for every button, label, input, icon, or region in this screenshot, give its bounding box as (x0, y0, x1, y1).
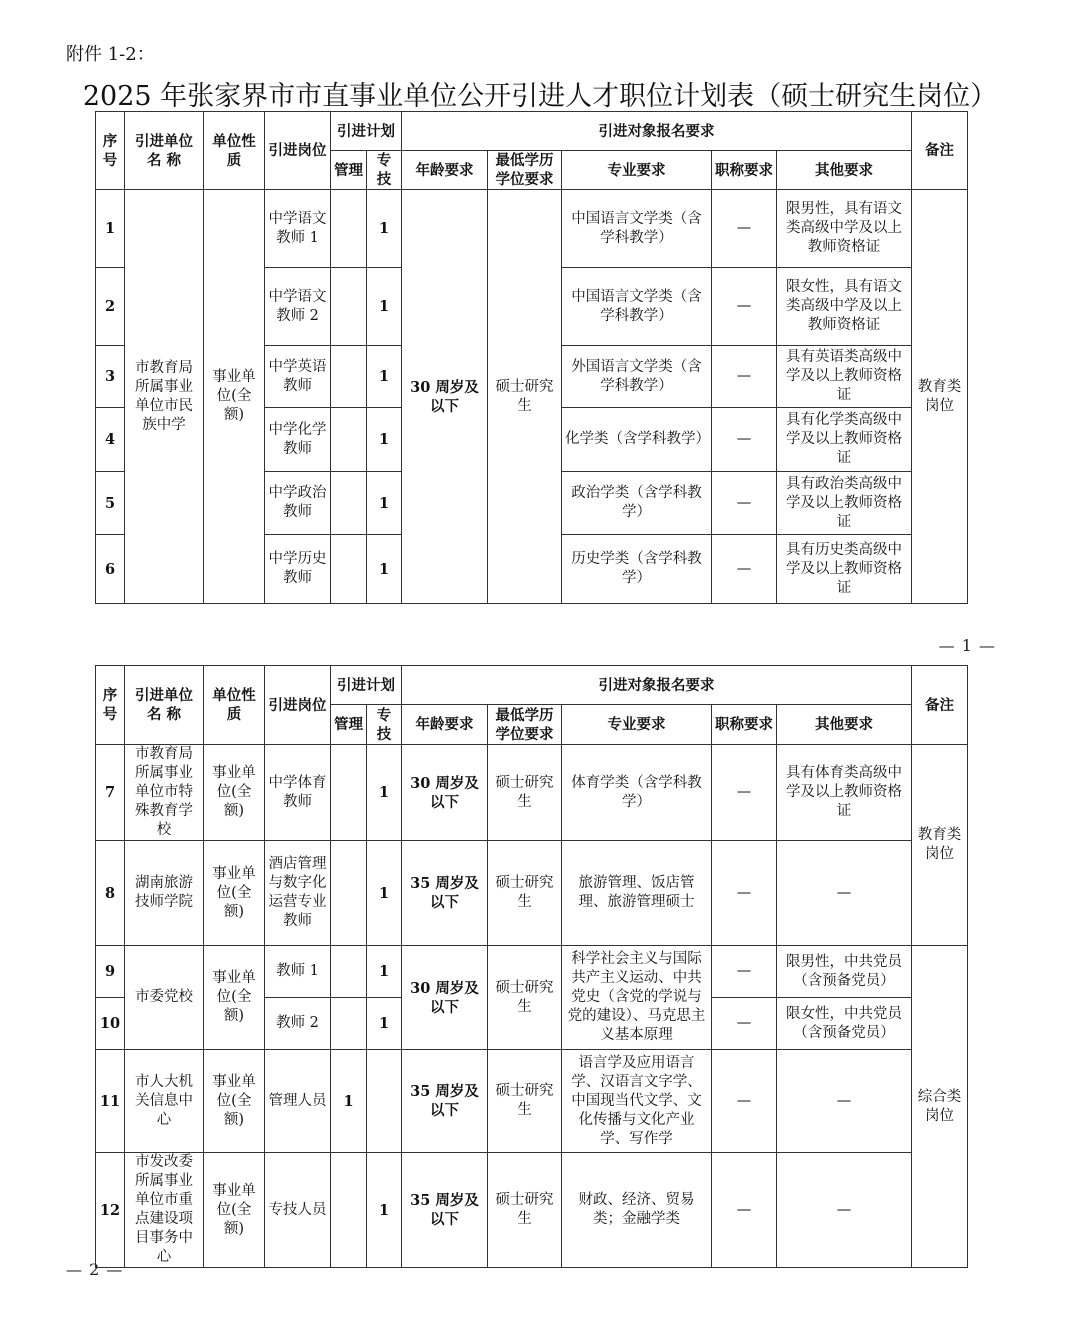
technical-cell: 1 (367, 998, 402, 1050)
table-row (96, 946, 968, 998)
age-cell: 35 周岁及以下 (402, 1153, 488, 1268)
table-row (96, 1153, 968, 1268)
table-row (96, 745, 968, 841)
header-position: 引进岗位 (265, 112, 331, 190)
management-cell: 1 (331, 1050, 367, 1153)
position-cell: 教师 1 (265, 946, 331, 998)
header-title-req: 职称要求 (712, 705, 777, 745)
title-req-cell: — (712, 472, 777, 535)
header-title-req: 职称要求 (712, 151, 777, 190)
plan-table-page-2 (95, 665, 968, 1268)
management-cell (331, 998, 367, 1050)
header-major: 专业要求 (562, 705, 712, 745)
title-req-cell: — (712, 745, 777, 841)
other-cell: 限女性，中共党员（含预备党员） (777, 998, 912, 1050)
position-cell: 管理人员 (265, 1050, 331, 1153)
header-row (96, 112, 968, 151)
title-req-cell: — (712, 841, 777, 946)
other-cell: 具有化学类高级中学及以上教师资格证 (777, 408, 912, 472)
position-cell: 酒店管理与数字化运营专业教师 (265, 841, 331, 946)
major-cell: 中国语言文学类（含学科教学） (562, 268, 712, 346)
major-cell: 化学类（含学科教学） (562, 408, 712, 472)
technical-cell: 1 (367, 408, 402, 472)
header-technical: 专技 (367, 705, 402, 745)
unit-name-cell: 市教育局所属事业单位市民族中学 (125, 190, 204, 604)
header-unit-name: 引进单位名 称 (125, 666, 204, 745)
other-cell: 限男性，中共党员（含预备党员） (777, 946, 912, 998)
age-cell: 30 周岁及以下 (402, 745, 488, 841)
header-other: 其他要求 (777, 705, 912, 745)
title-req-cell: — (712, 998, 777, 1050)
title-req-cell: — (712, 1153, 777, 1268)
title-req-cell: — (712, 946, 777, 998)
title-req-cell: — (712, 408, 777, 472)
row-seq: 10 (96, 998, 125, 1050)
unit-nature-cell: 事业单位(全额) (204, 190, 265, 604)
header-seq: 序号 (96, 666, 125, 745)
unit-nature-cell: 事业单位(全额) (204, 745, 265, 841)
age-cell: 30 周岁及以下 (402, 946, 488, 1050)
technical-cell (367, 1050, 402, 1153)
row-seq: 8 (96, 841, 125, 946)
other-cell: 具有体育类高级中学及以上教师资格证 (777, 745, 912, 841)
table-row (96, 841, 968, 946)
education-cell: 硕士研究生 (488, 1050, 562, 1153)
major-cell: 财政、经济、贸易类；金融学类 (562, 1153, 712, 1268)
education-cell: 硕士研究生 (488, 946, 562, 1050)
title-req-cell: — (712, 535, 777, 604)
header-other: 其他要求 (777, 151, 912, 190)
unit-name-cell: 湖南旅游技师学院 (125, 841, 204, 946)
position-cell: 中学语文教师 1 (265, 190, 331, 268)
row-seq: 6 (96, 535, 125, 604)
page-number: — 1 — (938, 636, 996, 655)
unit-name-cell: 市人大机关信息中心 (125, 1050, 204, 1153)
header-row (96, 666, 968, 705)
row-seq: 9 (96, 946, 125, 998)
management-cell (331, 745, 367, 841)
header-unit-nature: 单位性质 (204, 112, 265, 190)
major-cell: 体育学类（含学科教学） (562, 745, 712, 841)
unit-name-cell: 市教育局所属事业单位市特殊教育学校 (125, 745, 204, 841)
plan-table-page-1 (95, 111, 968, 604)
header-seq: 序号 (96, 112, 125, 190)
technical-cell: 1 (367, 472, 402, 535)
header-age: 年龄要求 (402, 151, 488, 190)
technical-cell: 1 (367, 268, 402, 346)
technical-cell: 1 (367, 946, 402, 998)
header-education: 最低学历学位要求 (488, 151, 562, 190)
attachment-label: 附件 1-2： (66, 44, 155, 65)
major-cell: 历史学类（含学科教学） (562, 535, 712, 604)
major-cell: 中国语言文学类（含学科教学） (562, 190, 712, 268)
management-cell (331, 535, 367, 604)
row-seq: 4 (96, 408, 125, 472)
other-cell: 限女性，具有语文类高级中学及以上教师资格证 (777, 268, 912, 346)
management-cell (331, 841, 367, 946)
row-seq: 5 (96, 472, 125, 535)
row-seq: 2 (96, 268, 125, 346)
unit-nature-cell: 事业单位(全额) (204, 841, 265, 946)
major-cell: 旅游管理、饭店管理、旅游管理硕士 (562, 841, 712, 946)
major-cell: 政治学类（含学科教学） (562, 472, 712, 535)
position-cell: 教师 2 (265, 998, 331, 1050)
header-remark: 备注 (912, 112, 968, 190)
other-cell: 具有政治类高级中学及以上教师资格证 (777, 472, 912, 535)
header-plan: 引进计划 (331, 112, 402, 151)
title-req-cell: — (712, 1050, 777, 1153)
technical-cell: 1 (367, 745, 402, 841)
header-remark: 备注 (912, 666, 968, 745)
technical-cell: 1 (367, 190, 402, 268)
remark-cell: 教育类岗位 (912, 190, 968, 604)
remark-cell: 综合类岗位 (912, 946, 968, 1268)
management-cell (331, 346, 367, 408)
title-req-cell: — (712, 268, 777, 346)
title-req-cell: — (712, 346, 777, 408)
remark-cell: 教育类岗位 (912, 745, 968, 946)
title-req-cell: — (712, 190, 777, 268)
other-cell: — (777, 1050, 912, 1153)
technical-cell: 1 (367, 1153, 402, 1268)
unit-name-cell: 市发改委所属事业单位市重点建设项目事务中心 (125, 1153, 204, 1268)
management-cell (331, 268, 367, 346)
management-cell (331, 1153, 367, 1268)
major-cell: 科学社会主义与国际共产主义运动、中共党史（含党的学说与党的建设）、马克思主义基本原理 (562, 946, 712, 1050)
unit-nature-cell: 事业单位(全额) (204, 1050, 265, 1153)
technical-cell: 1 (367, 346, 402, 408)
management-cell (331, 190, 367, 268)
other-cell: — (777, 1153, 912, 1268)
document-title: 2025 年张家界市市直事业单位公开引进人才职位计划表（硕士研究生岗位） (82, 81, 998, 112)
technical-cell: 1 (367, 841, 402, 946)
row-seq: 3 (96, 346, 125, 408)
position-cell: 中学语文教师 2 (265, 268, 331, 346)
header-requirements: 引进对象报名要求 (402, 112, 912, 151)
age-cell: 35 周岁及以下 (402, 841, 488, 946)
management-cell (331, 408, 367, 472)
management-cell (331, 946, 367, 998)
age-cell: 30 周岁及以下 (402, 190, 488, 604)
unit-nature-cell: 事业单位(全额) (204, 1153, 265, 1268)
row-seq: 11 (96, 1050, 125, 1153)
position-cell: 中学政治教师 (265, 472, 331, 535)
header-major: 专业要求 (562, 151, 712, 190)
header-technical: 专技 (367, 151, 402, 190)
other-cell: 限男性，具有语文类高级中学及以上教师资格证 (777, 190, 912, 268)
major-cell: 外国语言文学类（含学科教学） (562, 346, 712, 408)
position-cell: 中学历史教师 (265, 535, 331, 604)
unit-name-cell: 市委党校 (125, 946, 204, 1050)
education-cell: 硕士研究生 (488, 1153, 562, 1268)
other-cell: 具有历史类高级中学及以上教师资格证 (777, 535, 912, 604)
major-cell: 语言学及应用语言学、汉语言文字学、中国现当代文学、文化传播与文化产业学、写作学 (562, 1050, 712, 1153)
header-management: 管理 (331, 151, 367, 190)
age-cell: 35 周岁及以下 (402, 1050, 488, 1153)
position-cell: 中学化学教师 (265, 408, 331, 472)
header-unit-name: 引进单位名 称 (125, 112, 204, 190)
other-cell: — (777, 841, 912, 946)
header-requirements: 引进对象报名要求 (402, 666, 912, 705)
other-cell: 具有英语类高级中学及以上教师资格证 (777, 346, 912, 408)
position-cell: 中学体育教师 (265, 745, 331, 841)
position-cell: 专技人员 (265, 1153, 331, 1268)
page-number: — 2 — (66, 1260, 124, 1279)
header-plan: 引进计划 (331, 666, 402, 705)
unit-nature-cell: 事业单位(全额) (204, 946, 265, 1050)
position-cell: 中学英语教师 (265, 346, 331, 408)
row-seq: 7 (96, 745, 125, 841)
management-cell (331, 472, 367, 535)
education-cell: 硕士研究生 (488, 745, 562, 841)
row-seq: 12 (96, 1153, 125, 1268)
technical-cell: 1 (367, 535, 402, 604)
row-seq: 1 (96, 190, 125, 268)
education-cell: 硕士研究生 (488, 841, 562, 946)
table-row (96, 1050, 968, 1153)
table-row (96, 190, 968, 268)
education-cell: 硕士研究生 (488, 190, 562, 604)
header-unit-nature: 单位性质 (204, 666, 265, 745)
header-position: 引进岗位 (265, 666, 331, 745)
header-management: 管理 (331, 705, 367, 745)
header-education: 最低学历学位要求 (488, 705, 562, 745)
header-age: 年龄要求 (402, 705, 488, 745)
